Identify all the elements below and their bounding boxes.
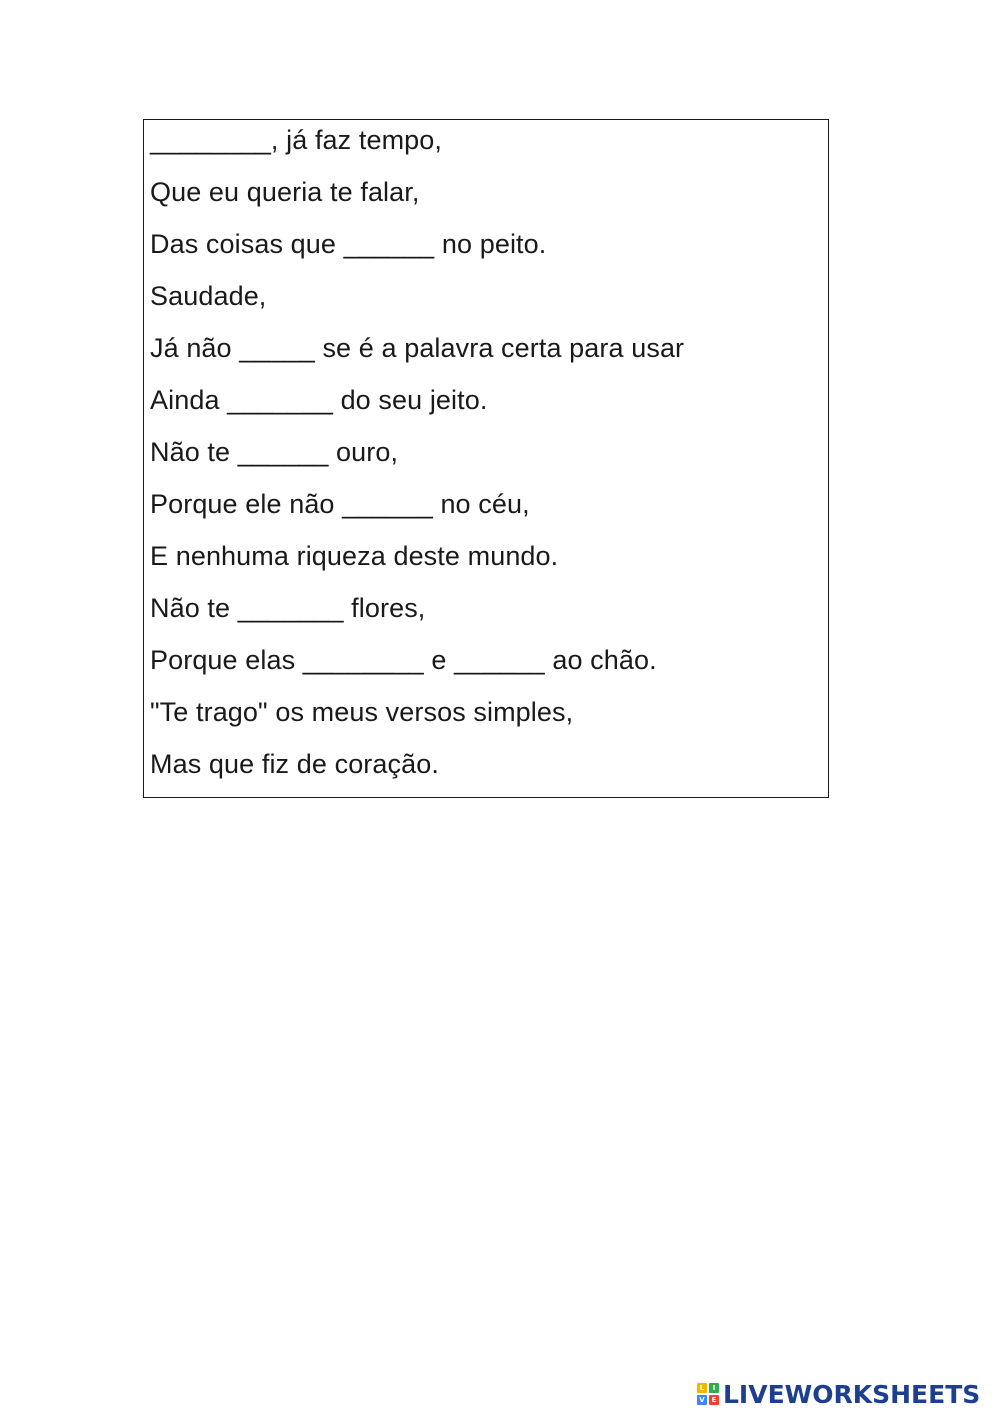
- logo-letter-l: L: [697, 1383, 707, 1393]
- poem-line-4: Saudade,: [150, 281, 267, 311]
- liveworksheets-brand: [697, 1378, 980, 1410]
- brand-text: LIVEWORKSHEETS: [723, 1379, 981, 1409]
- poem-line-11: Porque elas ________ e ______ ao chão.: [150, 645, 657, 675]
- logo-letter-v: V: [697, 1395, 707, 1405]
- poem-line-9: E nenhuma riqueza deste mundo.: [150, 541, 559, 571]
- poem-line-3: Das coisas que ______ no peito.: [150, 229, 547, 259]
- poem-line-8: Porque ele não ______ no céu,: [150, 489, 530, 519]
- logo-letter-i: I: [709, 1383, 719, 1393]
- poem-line-7: Não te ______ ouro,: [150, 437, 399, 467]
- poem-box: [143, 119, 829, 798]
- poem-line-13: Mas que fiz de coração.: [150, 749, 439, 779]
- poem-line-1: ________, já faz tempo,: [150, 125, 443, 155]
- poem-line-6: Ainda _______ do seu jeito.: [150, 385, 488, 415]
- liveworksheets-logo-icon: [697, 1383, 719, 1405]
- poem-line-5: Já não _____ se é a palavra certa para usar: [150, 333, 685, 363]
- logo-letter-e: E: [709, 1395, 719, 1405]
- poem-line-2: Que eu queria te falar,: [150, 177, 420, 207]
- poem-line-10: Não te _______ flores,: [150, 593, 426, 623]
- poem-line-12: "Te trago" os meus versos simples,: [150, 697, 574, 727]
